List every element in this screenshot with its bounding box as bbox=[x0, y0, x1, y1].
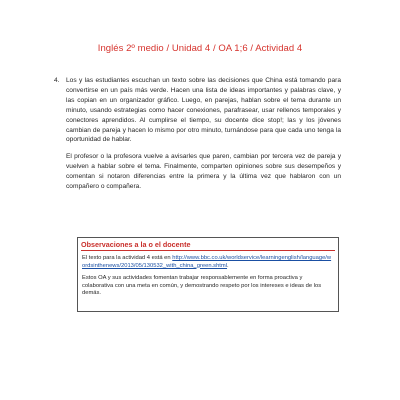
activity-paragraph-1: Los y las estudiantes escuchan un texto sobre las decisiones que China está tomando para convertirse en un país más verde. Hacen una lista de ideas importantes y palabras clave, y las copian en un organizador gráfico. Luego, en parejas, hablan sobre el tema durante un minuto, usando estrategias como hacer conexiones, parafrasear, usar rellenos temporales y conectores aprendidos. Al cumplirse el tiempo, su docente dice stop!; las y los jóvenes cambian de pareja y hacen lo mismo por otro minuto, turnándose para que cada uno tenga la oportunidad de hablar. bbox=[66, 77, 341, 144]
teacher-notes-intro: El texto para la actividad 4 está en bbox=[82, 255, 171, 261]
page-title: Inglés 2º medio / Unidad 4 / OA 1;6 / Actividad 4 bbox=[97, 43, 303, 54]
teacher-notes-divider bbox=[81, 250, 335, 251]
teacher-notes-period: . bbox=[227, 262, 229, 269]
teacher-notes-paragraph-1 bbox=[82, 255, 334, 270]
teacher-notes-body bbox=[82, 255, 334, 298]
activity-paragraph-2: El profesor o la profesora vuelve a avisarles que paren, cambian por tercera vez de pareja y vuelven a hablar sobre el tema. Finalmente, comparten opiniones sobre sus desempeños y comentan si notaron diferencias entre la primera y la última vez que hablaron con un compañero o compañera. bbox=[66, 153, 341, 191]
teacher-notes-heading: Observaciones a la o el docente bbox=[81, 240, 191, 249]
teacher-notes-paragraph-2: Estos OA y sus actividades fomentan trabajar responsablemente en forma proactiva y colaborativa con una meta en común, y demostrando respeto por los intereses e ideas de los demás. bbox=[82, 275, 322, 297]
activity-number: 4. bbox=[54, 77, 60, 84]
bbc-article-link[interactable]: http://www.bbc.co.uk/worldservice/learningenglish/language/wordsinthenews/2013/05/130532_with_china_green.shtml bbox=[82, 255, 332, 269]
activity-item bbox=[54, 76, 341, 192]
teacher-notes-box bbox=[77, 237, 339, 312]
